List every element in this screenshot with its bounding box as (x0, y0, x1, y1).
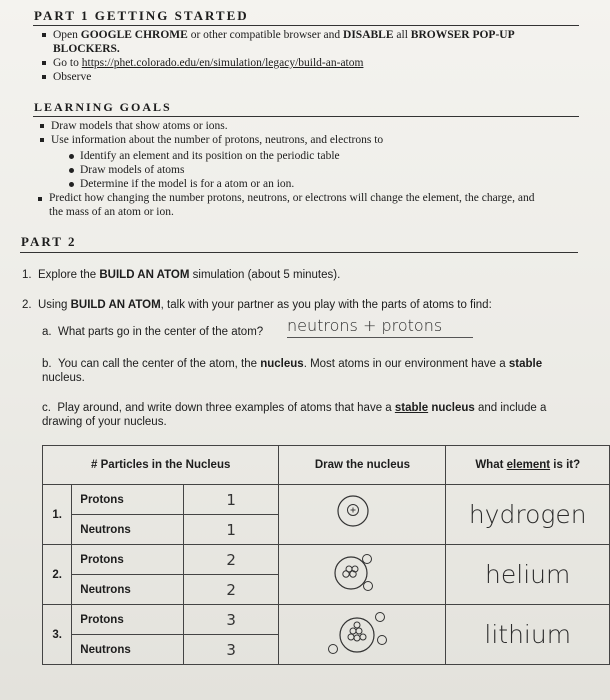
neutrons-label: Neutrons (72, 575, 183, 605)
element-cell (446, 545, 610, 605)
goals-rule (33, 116, 579, 117)
nucleus-drawing-cell (279, 605, 446, 665)
header-element: What element is it? (446, 446, 610, 485)
protons-count: 1 (183, 485, 279, 515)
sub-bullet-icon (69, 154, 74, 159)
nucleus-table (42, 445, 610, 665)
helium-nucleus-drawing (279, 545, 445, 601)
goal-1: Draw models that show atoms or ions. (51, 120, 228, 132)
protons-count: 2 (183, 545, 279, 575)
lithium-nucleus-drawing (279, 605, 445, 661)
neutrons-count: 3 (183, 635, 279, 665)
element-cell (446, 605, 610, 665)
answer-a-line (287, 337, 473, 338)
protons-label: Protons (72, 545, 183, 575)
question-2: 2. Using BUILD AN ATOM, talk with your partner as you play with the parts of atoms to find: (22, 299, 492, 311)
part1-item-3: Observe (53, 71, 92, 83)
header-draw: Draw the nucleus (279, 446, 446, 485)
bullet-icon (42, 33, 46, 37)
part1-heading: PART 1 GETTING STARTED (34, 8, 249, 23)
element-answer: helium (485, 560, 571, 589)
goal-3: Predict how changing the number protons, neutrons, or electrons will change the element, the charge, and the mass of an atom or ion. (49, 192, 535, 218)
answer-a-handwriting: neutrons + protons (287, 316, 443, 335)
sub-bullet-icon (69, 168, 74, 173)
bullet-icon (40, 124, 44, 128)
neutrons-label: Neutrons (72, 515, 183, 545)
part2-heading: PART 2 (21, 234, 77, 249)
question-b: b. You can call the center of the atom, the nucleus. Most atoms in our environment have a stable nucleus. (42, 358, 543, 384)
neutrons-count: 1 (183, 515, 279, 545)
protons-count: 3 (183, 605, 279, 635)
part1-rule (33, 25, 579, 26)
part1-item-2: Go to https://phet.colorado.edu/en/simulation/legacy/build-an-atom (53, 57, 364, 69)
subgoal-3: Determine if the model is for a atom or an ion. (80, 178, 295, 190)
nucleus-drawing-cell (279, 485, 446, 545)
element-answer: hydrogen (468, 500, 587, 529)
protons-label: Protons (72, 485, 183, 515)
part1-item-1: Open GOOGLE CHROME or other compatible browser and DISABLE all BROWSER POP-UP BLOCKERS. (53, 29, 514, 55)
element-cell (446, 485, 610, 545)
goals-heading: LEARNING GOALS (34, 100, 172, 114)
part2-rule (20, 252, 578, 253)
protons-label: Protons (72, 605, 183, 635)
row-number: 3. (43, 605, 72, 665)
header-particles: # Particles in the Nucleus (43, 446, 279, 485)
element-answer: lithium (484, 620, 572, 649)
table-row (43, 545, 610, 575)
table-row (43, 605, 610, 635)
subgoal-1: Identify an element and its position on the periodic table (80, 150, 340, 162)
nucleus-drawing-cell (279, 545, 446, 605)
sub-bullet-icon (69, 182, 74, 187)
table-row (43, 485, 610, 515)
bullet-icon (42, 75, 46, 79)
neutrons-count: 2 (183, 575, 279, 605)
subgoal-2: Draw models of atoms (80, 164, 185, 176)
goal-2: Use information about the number of protons, neutrons, and electrons to (51, 134, 384, 146)
bullet-icon (40, 138, 44, 142)
row-number: 2. (43, 545, 72, 605)
question-c: c. Play around, and write down three examples of atoms that have a stable nucleus and include a drawing of your nucleus. (42, 402, 547, 428)
bullet-icon (42, 61, 46, 65)
row-number: 1. (43, 485, 72, 545)
question-1: 1. Explore the BUILD AN ATOM simulation (about 5 minutes). (22, 269, 341, 281)
question-a: a. What parts go in the center of the atom? (42, 326, 264, 338)
bullet-icon (38, 197, 42, 201)
table-header-row (43, 446, 610, 485)
neutrons-label: Neutrons (72, 635, 183, 665)
simulation-link[interactable]: https://phet.colorado.edu/en/simulation/legacy/build-an-atom (81, 57, 364, 69)
hydrogen-nucleus-drawing (279, 485, 445, 541)
